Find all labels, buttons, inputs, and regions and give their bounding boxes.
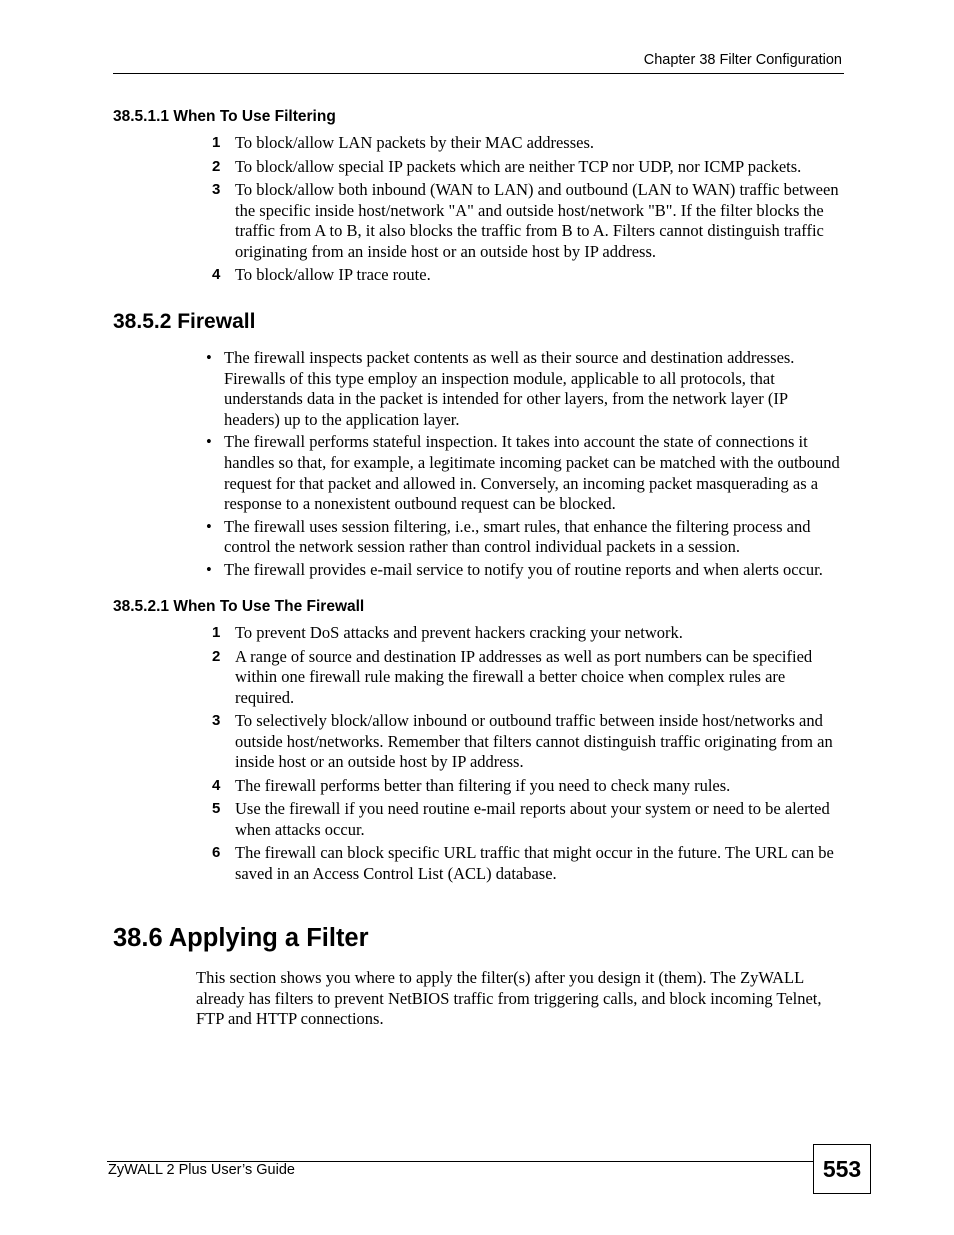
item-text: To block/allow LAN packets by their MAC addresses.	[235, 133, 595, 152]
bullet-icon: •	[206, 516, 212, 536]
heading-when-to-use-filtering: 38.5.1.1 When To Use Filtering	[113, 108, 336, 125]
item-text: The firewall performs better than filtering if you need to check many rules.	[235, 775, 731, 795]
firewall-use-list	[212, 623, 844, 887]
bullet-icon: •	[206, 432, 212, 452]
list-item	[212, 711, 844, 773]
page-number: 553	[813, 1144, 871, 1194]
item-number: 3	[212, 712, 221, 729]
list-item	[212, 157, 844, 178]
item-text: To block/allow special IP packets which are neither TCP nor UDP, nor ICMP packets.	[235, 156, 802, 176]
list-item	[206, 348, 846, 430]
heading-when-to-use-firewall: 38.5.2.1 When To Use The Firewall	[113, 598, 365, 615]
list-item	[212, 180, 844, 262]
item-text: A range of source and destination IP addresses as well as port numbers can be specified within one firewall rule making the firewall a better choice when complex rules are required.	[235, 646, 813, 707]
list-item	[206, 432, 846, 514]
applying-filter-paragraph: This section shows you where to apply the filter(s) after you design it (them). The ZyWALL already has filters to prevent NetBIOS traffic from triggering calls, and block incoming Telnet, FTP and HTTP connections.	[196, 968, 822, 1029]
running-header: Chapter 38 Filter Configuration	[643, 52, 842, 68]
item-text: The firewall provides e-mail service to notify you of routine reports and when alerts occur.	[224, 559, 823, 579]
item-text: To block/allow IP trace route.	[235, 265, 431, 284]
list-item	[212, 776, 844, 797]
filtering-list	[212, 133, 844, 289]
item-text: The firewall can block specific URL traffic that might occur in the future. The URL can be saved in an Access Control List (ACL) database.	[235, 843, 834, 883]
list-item	[212, 265, 844, 286]
item-text: To block/allow both inbound (WAN to LAN) and outbound (LAN to WAN) traffic between the specific inside host/network "A" and outside host/network "B". If the filter blocks the traffic from A to B, it also blocks the traffic from B to A. Filters cannot distinguish traffic originating from an inside host or an outside host by IP address.	[235, 180, 839, 261]
item-text: Use the firewall if you need routine e-mail reports about your system or need to be alerted when attacks occur.	[235, 799, 830, 839]
item-number: 5	[212, 800, 221, 817]
item-number: 6	[212, 844, 221, 861]
item-text: The firewall inspects packet contents as well as their source and destination addresses. Firewalls of this type employ an inspection module, applicable to all protocols, that understands data in the packet is intended for other layers, from the network layer (IP headers) up to the application layer.	[224, 348, 795, 429]
item-number: 2	[212, 157, 221, 175]
heading-applying-a-filter: 38.6 Applying a Filter	[113, 924, 369, 952]
list-item	[212, 647, 844, 709]
list-item	[206, 517, 846, 558]
item-text: The firewall performs stateful inspection. It takes into account the state of connections it handles so that, for example, a legitimate incoming packet can be matched with the outbound request for that packet and allowed in. Conversely, an incoming packet masquerading as a response to a nonexistent outbound request can be blocked.	[224, 432, 840, 514]
list-item	[212, 623, 844, 644]
item-number: 1	[212, 624, 221, 641]
item-number: 2	[212, 647, 221, 665]
list-item	[212, 133, 844, 154]
bullet-icon: •	[206, 348, 212, 367]
item-text: The firewall uses session filtering, i.e., smart rules, that enhance the filtering process and control the network session rather than control individual packets in a session.	[224, 516, 811, 557]
item-text: To selectively block/allow inbound or outbound traffic between inside host/networks and outside host/networks. Remember that filters cannot distinguish traffic originating from an inside host or an outside host by IP address.	[235, 711, 833, 771]
item-number: 4	[212, 776, 221, 794]
firewall-bullets	[206, 348, 846, 583]
list-item	[206, 560, 846, 581]
bullet-icon: •	[206, 559, 212, 579]
item-number: 1	[212, 134, 221, 151]
item-text: To prevent DoS attacks and prevent hackers cracking your network.	[235, 623, 683, 642]
heading-firewall: 38.5.2 Firewall	[113, 310, 256, 333]
list-item	[212, 799, 844, 840]
guide-title: ZyWALL 2 Plus User’s Guide	[108, 1162, 295, 1178]
item-number: 3	[212, 181, 221, 198]
list-item	[212, 843, 844, 884]
item-number: 4	[212, 266, 221, 283]
header-rule	[113, 73, 844, 74]
